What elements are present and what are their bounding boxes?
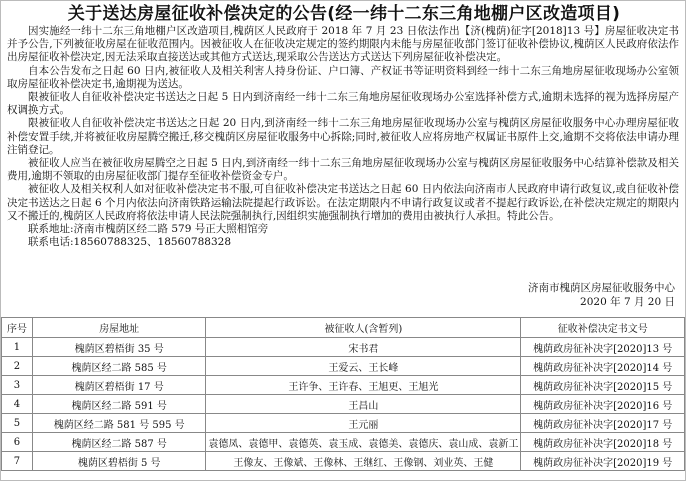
row-address: 槐荫区碧梧街 35 号 bbox=[32, 338, 205, 357]
row-owners: 王许争、王许春、王旭更、王旭光 bbox=[206, 376, 521, 395]
contact-address: 联系地址:济南市槐荫区经二路 579 号正大照相馆旁 bbox=[28, 223, 269, 236]
table-header-row bbox=[2, 318, 685, 338]
row-no: 5 bbox=[2, 414, 33, 433]
header-doc: 征收补偿决定书文号 bbox=[521, 318, 685, 338]
table-row bbox=[2, 395, 685, 414]
row-doc: 槐荫政房征补决字[2020]14 号 bbox=[521, 357, 685, 376]
contact-phone: 联系电话:18560788325、18560788328 bbox=[28, 236, 232, 249]
row-address: 槐荫区经二路 581 号 595 号 bbox=[32, 414, 205, 433]
row-owners: 王爱云、王长峰 bbox=[206, 357, 521, 376]
paragraph-choose-compensation: 限被征收人自征收补偿决定书送达之日起 5 日内到济南经一纬十二东三角地房屋征收现场办公室选择补偿方式,逾期未选择的视为选择房屋产权调换方式。 bbox=[7, 91, 679, 117]
row-address: 槐荫区经二路 585 号 bbox=[32, 357, 205, 376]
row-no: 3 bbox=[2, 376, 33, 395]
row-address: 槐荫区经二路 591 号 bbox=[32, 395, 205, 414]
row-address: 槐荫区碧梧街 5 号 bbox=[32, 452, 205, 471]
table-row bbox=[2, 376, 685, 395]
paragraph-legal-remedy: 被征收人及相关权利人如对征收补偿决定书不服,可自征收补偿决定书送达之日起 60 日内依法向济南市人民政府申请行政复议,或自征收补偿决定书送达之日起 6 个月内依法向济南铁路运输法院提起行政诉讼。在法定期限内不申请行政复议或者不提起行政诉讼,在补偿决定规定的期限内又不搬迁的,槐荫区人民政府将依法申请人民法院强制执行,因组织实施强制执行增加的费用由被执行人承担。特此公告。 bbox=[7, 183, 679, 222]
row-doc: 槐荫政房征补决字[2020]18 号 bbox=[521, 433, 685, 452]
row-doc: 槐荫政房征补决字[2020]17 号 bbox=[521, 414, 685, 433]
row-doc: 槐荫政房征补决字[2020]13 号 bbox=[521, 338, 685, 357]
row-address: 槐荫区经二路 587 号 bbox=[32, 433, 205, 452]
row-no: 6 bbox=[2, 433, 33, 452]
table-row bbox=[2, 338, 685, 357]
row-owners: 王昌山 bbox=[206, 395, 521, 414]
paragraph-relocation: 限被征收人自征收补偿决定书送达之日起 20 日内,到济南经一纬十二东三角地房屋征收现场办公室与槐荫区房屋征收服务中心办理房屋征收补偿安置手续,并将被征收房屋腾空搬迁,移交槐荫区房屋征收服务中心拆除;同时,被征收人应将房地产权属证书原件上交,逾期不交将依法申请办理注销登记。 bbox=[7, 117, 679, 156]
signature-block bbox=[528, 281, 675, 309]
row-no: 4 bbox=[2, 395, 33, 414]
row-owners: 宋书君 bbox=[206, 338, 521, 357]
row-doc: 槐荫政房征补决字[2020]15 号 bbox=[521, 376, 685, 395]
table-row bbox=[2, 357, 685, 376]
row-doc: 槐荫政房征补决字[2020]19 号 bbox=[521, 452, 685, 471]
row-owners: 袁德凤、袁德甲、袁德英、袁玉成、袁德美、袁德庆、袁山成、袁新工 bbox=[206, 433, 521, 452]
table-row bbox=[2, 452, 685, 471]
table-row bbox=[2, 414, 685, 433]
row-owners: 王元丽 bbox=[206, 414, 521, 433]
header-owners: 被征收人(含暂列) bbox=[206, 318, 521, 338]
header-no: 序号 bbox=[2, 318, 33, 338]
row-doc: 槐荫政房征补决字[2020]16 号 bbox=[521, 395, 685, 414]
row-no: 2 bbox=[2, 357, 33, 376]
signature-date: 2020 年 7 月 20 日 bbox=[580, 296, 675, 308]
header-address: 房屋地址 bbox=[32, 318, 205, 338]
signature-org: 济南市槐荫区房屋征收服务中心 bbox=[528, 282, 675, 294]
notice-title: 关于送达房屋征收补偿决定的公告(经一纬十二东三角地棚户区改造项目) bbox=[67, 4, 621, 24]
notice-body bbox=[7, 25, 679, 249]
paragraph-settlement: 被征收人应当在被征收房屋腾空之日起 5 日内,到济南经一纬十二东三角地房屋征收现场办公室与槐荫区房屋征收服务中心结算补偿款及相关费用,逾期不领取的由房屋征收部门提存至征收补偿资金专户。 bbox=[7, 157, 679, 183]
row-no: 1 bbox=[2, 338, 33, 357]
paragraph-intro: 因实施经一纬十二东三角地棚户区改造项目,槐荫区人民政府于 2018 年 7 月 23 日依法作出【济(槐荫)征字[2018]13 号】房屋征收决定书并予公告,下列被征收房屋在征收范围内。因被征收人在征收决定规定的签约期限内未能与房屋征收部门签订征收补偿协议,槐荫区人民政府依法作出房屋征收补偿决定,因无法采取直接送达或其他方式送达,现采取公告送达方式送达下列房屋征收补偿决定。 bbox=[7, 25, 679, 64]
row-address: 槐荫区碧梧街 17 号 bbox=[32, 376, 205, 395]
row-no: 7 bbox=[2, 452, 33, 471]
table-row bbox=[2, 433, 685, 452]
row-owners: 王像友、王像斌、王像林、王继红、王像钢、刘业英、王健 bbox=[206, 452, 521, 471]
paragraph-collection: 自本公告发布之日起 60 日内,被征收人及相关利害人持身份证、户口簿、产权证书等证明资料到经一纬十二东三角地房屋征收现场办公室领取房屋征收补偿决定书,逾期视为送达。 bbox=[7, 64, 679, 90]
owners-table bbox=[1, 317, 685, 471]
